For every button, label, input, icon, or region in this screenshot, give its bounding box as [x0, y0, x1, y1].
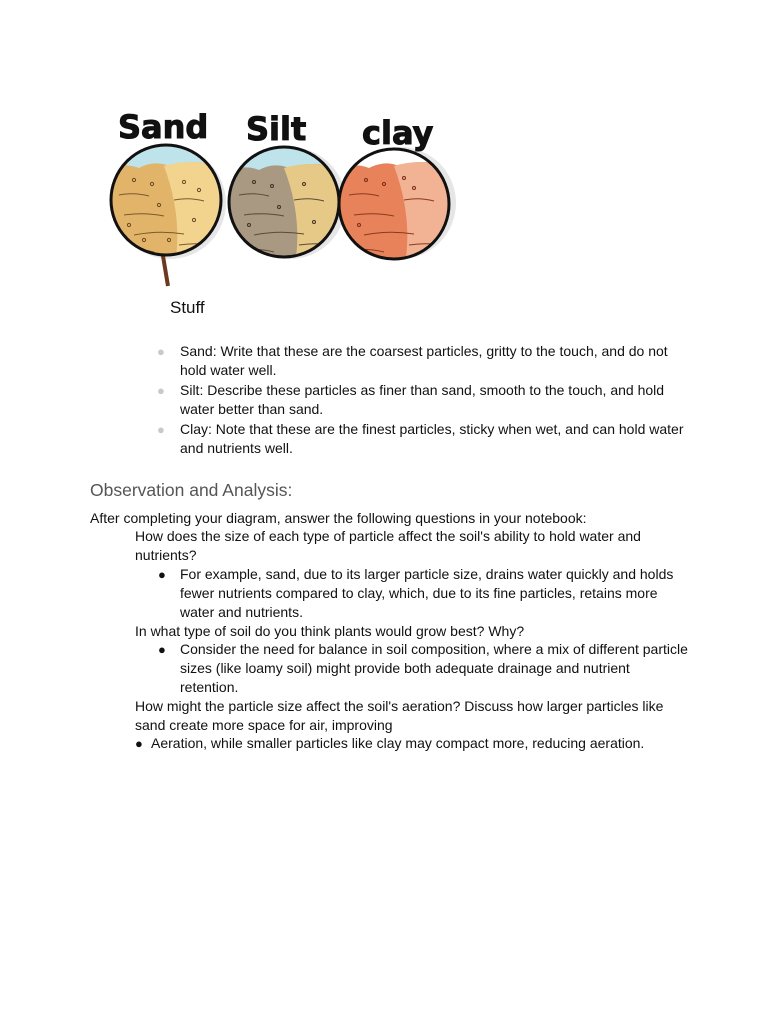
sand-description: Sand: Write that these are the coarsest particles, gritty to the touch, and do not hold water well. [180, 343, 668, 378]
silt-description: Silt: Describe these particles as finer than sand, smooth to the touch, and hold water better than sand. [180, 382, 665, 417]
soil-description-list [157, 342, 690, 459]
answer-1: For example, sand, due to its larger particle size, drains water quickly and holds fewer nutrients compared to clay, which, due to its fine particles, retains more water and nutrients. [180, 566, 674, 620]
list-item [157, 381, 690, 419]
soil-jars-drawing [104, 100, 464, 290]
clay-description: Clay: Note that these are the finest particles, sticky when wet, and can hold water and nutrients well. [180, 421, 684, 456]
soil-types-illustration [104, 100, 464, 290]
bullet-icon: ● [158, 567, 166, 582]
bullet-icon: ● [157, 383, 165, 398]
question-2: In what type of soil do you think plants would grow best? Why? [135, 623, 525, 639]
figure-caption: Stuff [170, 298, 205, 317]
answer-2: Consider the need for balance in soil composition, where a mix of different particle sizes (like loamy soil) might provide both adequate drainage and nutrient retention. [180, 641, 688, 695]
silt-jar [224, 140, 354, 270]
list-item [157, 342, 690, 380]
bullet-icon: ● [157, 422, 165, 437]
sand-label: Sand [118, 108, 209, 146]
question-1: How does the size of each type of particle affect the soil's ability to hold water and nutrients? [135, 528, 641, 563]
intro-text: After completing your diagram, answer the following questions in your notebook: [90, 510, 587, 526]
silt-label: Silt [246, 110, 307, 148]
clay-label: clay [362, 114, 434, 152]
clay-jar [334, 140, 464, 270]
list-item [157, 420, 690, 458]
section-heading: Observation and Analysis: [90, 480, 293, 500]
bullet-icon: ● [157, 344, 165, 359]
answer-3: Aeration, while smaller particles like clay may compact more, reducing aeration. [151, 735, 645, 751]
bullet-icon: ● [158, 642, 166, 657]
sand-jar [104, 140, 234, 270]
question-3: How might the particle size affect the soil's aeration? Discuss how larger particles like sand create more space for air, improving [135, 698, 664, 733]
bullet-icon: ● [135, 736, 143, 751]
